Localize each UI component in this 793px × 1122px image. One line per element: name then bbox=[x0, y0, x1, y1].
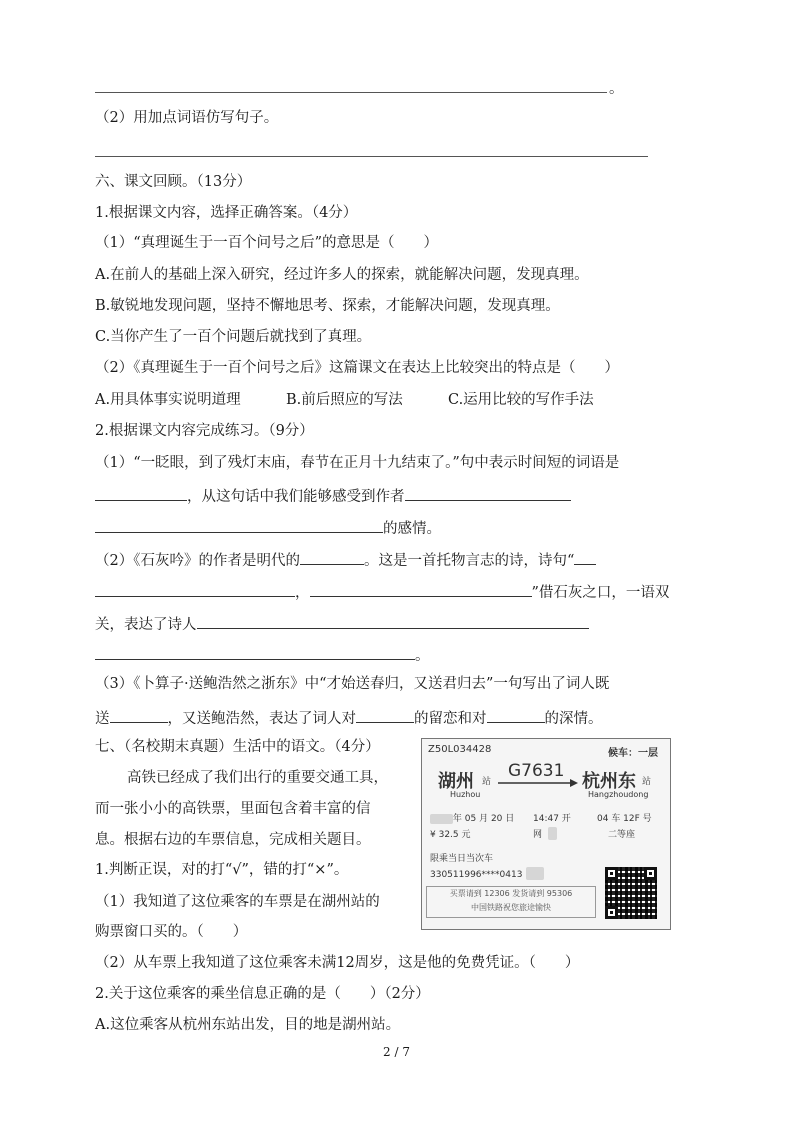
blank[interactable] bbox=[356, 706, 414, 723]
text: 的深情。 bbox=[544, 711, 603, 727]
text: ， bbox=[295, 585, 310, 601]
text: 的感情。 bbox=[383, 521, 441, 537]
ticket-from-suffix: 站 bbox=[482, 777, 492, 787]
arrow-icon bbox=[498, 779, 578, 787]
blank[interactable] bbox=[300, 548, 364, 565]
s7-paragraph-1: 高铁已经成了我们出行的重要交通工具， bbox=[127, 770, 388, 786]
text: （2）《石灰吟》的作者是明代的 bbox=[95, 553, 300, 569]
s6-q2-2-line1 bbox=[95, 548, 596, 571]
s6-q1-2: （2）《真理诞生于一百个问号之后》这篇课文在表达上比较突出的特点是（ ） bbox=[95, 360, 619, 376]
ticket-id: 330511996****0413 bbox=[430, 867, 544, 880]
ticket-sale: 网 bbox=[533, 827, 557, 840]
line-end-mark: 。 bbox=[609, 81, 624, 97]
ticket-note-1: 买票请到 12306 发货请到 95306 bbox=[449, 889, 573, 898]
text: ，从这句话中我们能够感受到作者 bbox=[187, 489, 405, 505]
answer-line bbox=[95, 92, 607, 93]
text: 。 bbox=[415, 648, 430, 664]
blank[interactable] bbox=[95, 516, 383, 533]
ticket-note-box bbox=[426, 886, 596, 918]
train-ticket-image bbox=[421, 738, 671, 930]
section-6-title: 六、课文回顾。（13分） bbox=[95, 174, 252, 190]
ticket-limit: 限乘当日当次车 bbox=[430, 854, 494, 864]
s6-q2-2-line4 bbox=[95, 643, 430, 666]
ticket-to-pinyin: Hangzhoudong bbox=[588, 790, 649, 799]
s7-q2: 2.关于这位乘客的乘坐信息正确的是（ ）（2分） bbox=[95, 986, 430, 1002]
ticket-seat: 04 车 12F 号 bbox=[597, 814, 652, 824]
blank[interactable] bbox=[487, 706, 545, 723]
text: ”借石灰之口，一语双 bbox=[531, 585, 670, 601]
page-number: 2 / 7 bbox=[383, 1045, 410, 1059]
section-7-title: 七、（名校期末真题）生活中的语文。（4分） bbox=[95, 739, 380, 755]
ticket-serial: Z50L034428 bbox=[428, 744, 492, 755]
s6-q2-1-line3 bbox=[95, 516, 441, 539]
ticket-class: 二等座 bbox=[608, 830, 636, 840]
ticket-waiting: 候车：一层 bbox=[608, 748, 658, 759]
blank[interactable] bbox=[197, 612, 589, 629]
s6-q1-1: （1）“真理诞生于一百个问号之后”的意思是（ ） bbox=[95, 235, 439, 251]
ticket-to-suffix: 站 bbox=[642, 777, 652, 787]
option2-a: A.用具体事实说明道理 bbox=[95, 392, 241, 408]
blank[interactable] bbox=[310, 580, 532, 597]
question-2-imitate: （2）用加点词语仿写句子。 bbox=[95, 110, 279, 126]
s7-q1-2: （2）从车票上我知道了这位乘客未满12周岁，这是他的免费凭证。（ ） bbox=[95, 955, 580, 971]
s7-q2-option-a: A.这位乘客从杭州东站出发，目的地是湖州站。 bbox=[95, 1017, 401, 1033]
option-b: B.敏锐地发现问题，坚持不懈地思考、探索，才能解决问题，发现真理。 bbox=[95, 298, 560, 314]
ticket-from-pinyin: Huzhou bbox=[450, 790, 481, 799]
s6-q2: 2.根据课文内容完成练习。（9分） bbox=[95, 423, 314, 439]
s7-q1: 1.判断正误，对的打“√”，错的打“×”。 bbox=[95, 862, 349, 878]
option-c: C.当你产生了一百个问题后就找到了真理。 bbox=[95, 329, 372, 345]
ticket-note-2: 中国铁路祝您旅途愉快 bbox=[471, 903, 551, 912]
answer-line bbox=[95, 156, 648, 157]
s6-q1: 1.根据课文内容，选择正确答案。（4分） bbox=[95, 205, 358, 221]
s6-q2-1: （1）“一眨眼，到了残灯末庙，春节在正月十九结束了。”句中表示时间短的词语是 bbox=[95, 455, 620, 471]
s6-q2-2-line3 bbox=[95, 612, 589, 635]
blank[interactable] bbox=[110, 706, 168, 723]
text: 送 bbox=[95, 711, 110, 727]
option2-b: B.前后照应的写法 bbox=[286, 392, 403, 408]
blank[interactable] bbox=[574, 548, 596, 565]
s6-q2-3-line1: （3）《卜算子·送鲍浩然之浙东》中“才始送春归，又送君归去”一句写出了词人既 bbox=[95, 676, 610, 692]
ticket-time: 14:47 开 bbox=[533, 814, 571, 824]
text: ，又送鲍浩然，表达了词人对 bbox=[167, 711, 356, 727]
qr-code-icon bbox=[605, 867, 657, 919]
blank[interactable] bbox=[405, 484, 571, 501]
s7-q1-1a: （1）我知道了这位乘客的车票是在湖州站的 bbox=[95, 894, 380, 910]
option-a: A.在前人的基础上深入研究，经过许多人的探索，就能解决问题，发现真理。 bbox=[95, 267, 589, 283]
option2-c: C.运用比较的写作手法 bbox=[448, 392, 594, 408]
s6-q2-1-line2 bbox=[95, 484, 571, 507]
s6-q2-3-line2 bbox=[95, 706, 603, 729]
s7-paragraph-2: 而一张小小的高铁票，里面包含着丰富的信 bbox=[95, 801, 371, 817]
text: 。这是一首托物言志的诗，诗句“ bbox=[363, 553, 575, 569]
s6-q2-2-line2 bbox=[95, 580, 669, 603]
text: 的留恋和对 bbox=[414, 711, 487, 727]
s7-q1-1b: 购票窗口买的。（ ） bbox=[95, 924, 248, 940]
blank[interactable] bbox=[95, 580, 295, 597]
s7-paragraph-3: 息。根据右边的车票信息，完成相关题目。 bbox=[95, 832, 371, 848]
text: 关，表达了诗人 bbox=[95, 617, 197, 633]
ticket-to: 杭州东 bbox=[582, 771, 636, 792]
blank[interactable] bbox=[95, 484, 187, 501]
ticket-date: 年 05 月 20 日 bbox=[430, 811, 514, 824]
ticket-from: 湖州 bbox=[438, 771, 474, 792]
blank[interactable] bbox=[95, 643, 415, 660]
ticket-train-number: G7631 bbox=[508, 761, 565, 781]
ticket-price: ¥ 32.5 元 bbox=[430, 830, 471, 840]
